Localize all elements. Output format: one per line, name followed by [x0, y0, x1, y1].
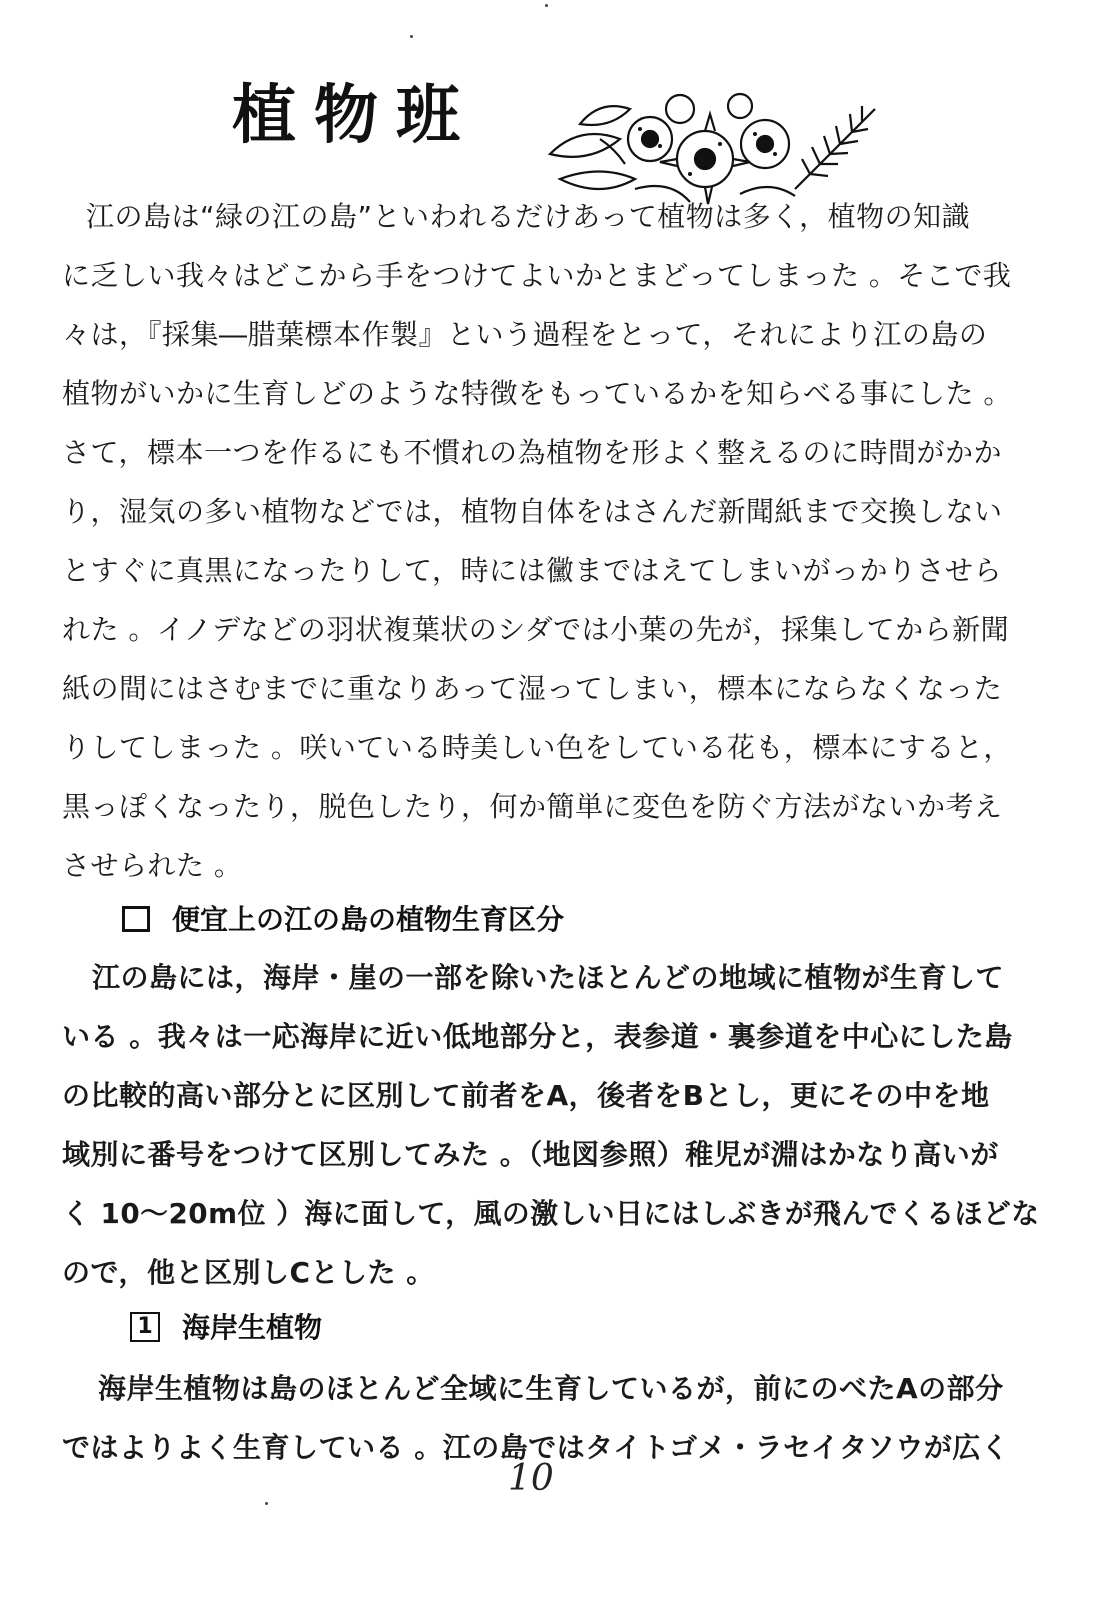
paragraph-line: 域別に番号をつけて区別してみた 。（地図参照）稚児が淵はかなり高いが	[62, 1138, 999, 1171]
paragraph-line: り，湿気の多い植物などでは，植物自体をはさんだ新聞紙まで交換しない	[62, 495, 1003, 528]
paragraph-line: 植物がいかに生育しどのような特徴をもっているかを知らべる事にした 。	[62, 377, 1012, 410]
paragraph-line: とすぐに真黒になったりして，時には黴まではえてしまいがっかりさせら	[62, 554, 1002, 587]
paragraph-line: 海岸生植物は島のほとんど全域に生育しているが，前にのべたAの部分	[98, 1372, 1004, 1405]
checkbox-square-icon	[122, 906, 150, 932]
paragraph-line: 江の島には，海岸・崖の一部を除いたほとんどの地域に植物が生育して	[92, 961, 1005, 994]
paragraph-line: れた 。イノデなどの羽状複葉状のシダでは小葉の先が，採集してから新聞	[62, 613, 1010, 646]
scan-speck	[545, 4, 548, 7]
paragraph-line: りしてしまった 。咲いている時美しい色をしている花も，標本にすると，	[62, 731, 1012, 764]
paragraph-line: 黒っぽくなったり，脱色したり，何か簡単に変色を防ぐ方法がないか考え	[62, 790, 1003, 823]
page-number: 10	[508, 1458, 554, 1499]
page-title: 植物班	[232, 78, 478, 153]
paragraph-line: く 10〜20m位 ）海に面して，風の激しい日にはしぶきが飛んでくるほどな	[62, 1197, 1040, 1230]
subsection-number: 1	[130, 1312, 160, 1342]
paragraph-line: の比較的高い部分とに区別して前者をA，後者をBとし，更にその中を地	[62, 1079, 990, 1112]
paragraph-line: 江の島は“緑の江の島”といわれるだけあって植物は多く，植物の知識	[86, 200, 971, 233]
subsection-heading-text: 海岸生植物	[182, 1311, 323, 1344]
scan-speck	[410, 35, 413, 38]
section-heading-text: 便宜上の江の島の植物生育区分	[172, 903, 565, 936]
paragraph-line: さて，標本一つを作るにも不慣れの為植物を形よく整えるのに時間がかか	[62, 436, 1002, 469]
flower-illustration-icon	[540, 84, 890, 214]
paragraph-line: 紙の間にはさむまでに重なりあって湿ってしまい，標本にならなくなった	[62, 672, 1003, 705]
paragraph-line: ので，他と区別しCとした 。	[62, 1256, 435, 1289]
paragraph-line: 々は，『採集―腊葉標本作製』という過程をとって，それにより江の島の	[62, 318, 988, 351]
paragraph-line: させられた 。	[62, 849, 243, 882]
section-heading	[122, 903, 565, 936]
scan-speck	[265, 1502, 268, 1505]
subsection-heading	[130, 1311, 323, 1344]
paragraph-line: いる 。我々は一応海岸に近い低地部分と，表参道・裏参道を中心にした島	[62, 1020, 1013, 1053]
paragraph-line: に乏しい我々はどこから手をつけてよいかとまどってしまった 。そこで我	[62, 259, 1012, 292]
paragraph-line: ではよりよく生育している 。江の島ではタイトゴメ・ラセイタソウが広く	[62, 1431, 1010, 1464]
